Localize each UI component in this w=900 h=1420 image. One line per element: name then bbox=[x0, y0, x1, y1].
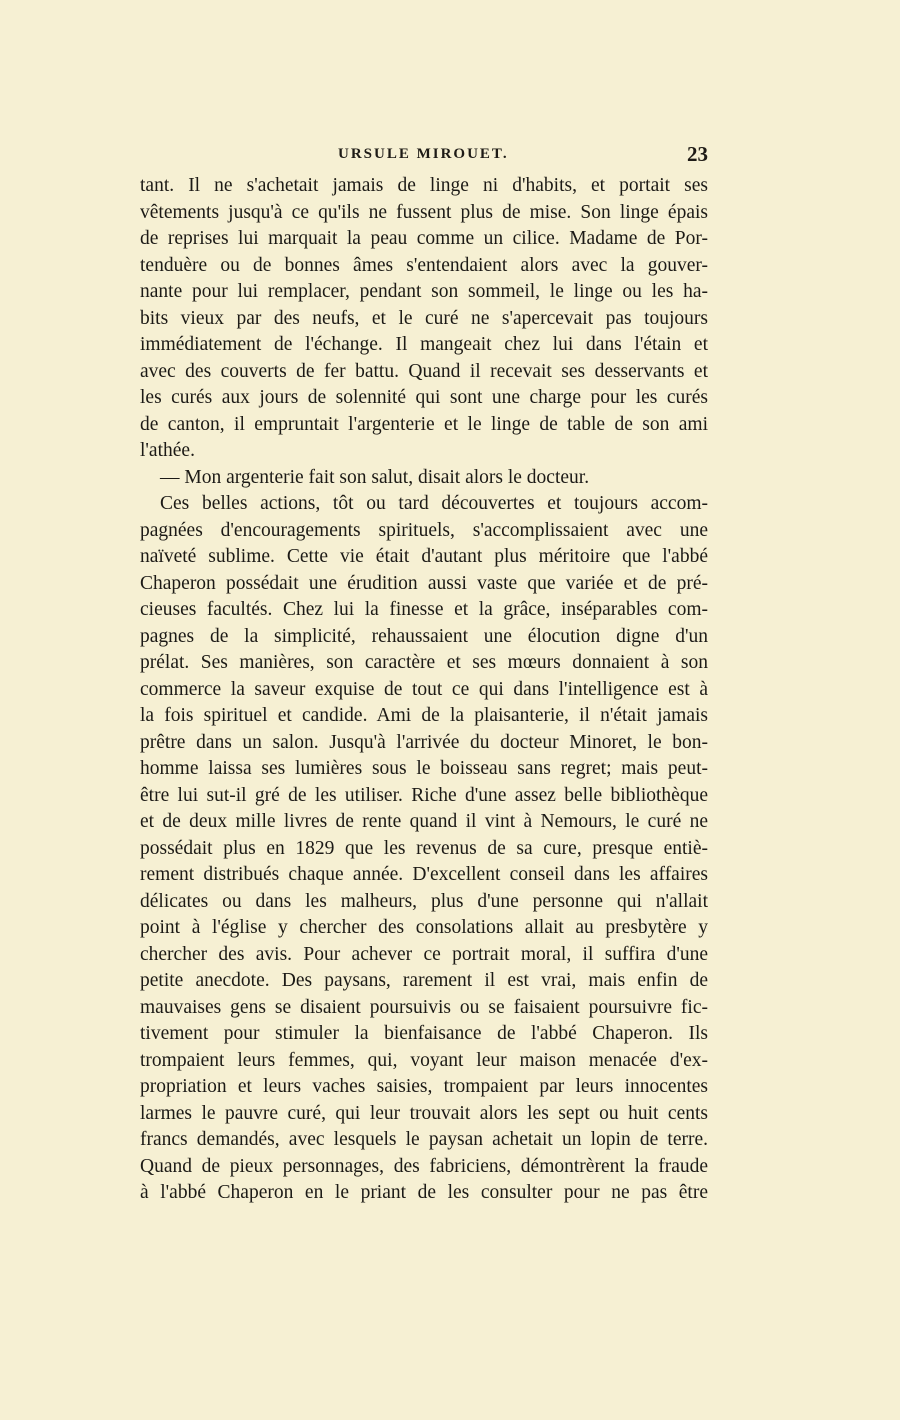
text-line: larmes le pauvre curé, qui leur trouvait alors les sept ou huit cents bbox=[140, 1102, 708, 1124]
text-line: de canton, il empruntait l'argenterie et le linge de table de son ami bbox=[140, 413, 708, 435]
text-line: possédait plus en 1829 que les revenus de sa cure, presque entiè- bbox=[140, 837, 708, 859]
text-line: naïveté sublime. Cette vie était d'autant plus méritoire que l'abbé bbox=[140, 546, 708, 567]
text-line: nante pour lui remplacer, pendant son sommeil, le linge ou les ha- bbox=[140, 281, 708, 302]
text-line: rement distribués chaque année. D'excellent conseil dans les affaires bbox=[140, 864, 708, 885]
text-line: vêtements jusqu'à ce qu'ils ne fussent plus de mise. Son linge épais bbox=[140, 201, 708, 223]
text-line: avec des couverts de fer battu. Quand il recevait ses desservants et bbox=[140, 360, 708, 382]
text-line: être lui sut-il gré de les utiliser. Riche d'une assez belle bibliothèque bbox=[140, 784, 708, 806]
text-line: point à l'église y chercher des consolations allait au presbytère y bbox=[140, 917, 708, 938]
body-text bbox=[140, 173, 708, 1207]
text-line: pagnées d'encouragements spirituels, s'accomplissaient avec une bbox=[140, 519, 708, 541]
text-line: et de deux mille livres de rente quand il vint à Nemours, le curé ne bbox=[140, 811, 708, 832]
text-line: Chaperon possédait une érudition aussi vaste que variée et de pré- bbox=[140, 572, 708, 594]
text-line: à l'abbé Chaperon en le priant de les consulter pour ne pas être bbox=[140, 1182, 708, 1203]
text-line: commerce la saveur exquise de tout ce qui dans l'intelligence est à bbox=[140, 678, 708, 700]
text-line: bits vieux par des neufs, et le curé ne s'apercevait pas toujours bbox=[140, 307, 708, 329]
text-line: propriation et leurs vaches saisies, trompaient par leurs innocentes bbox=[140, 1076, 708, 1097]
text-line: de reprises lui marquait la peau comme un cilice. Madame de Por- bbox=[140, 228, 708, 249]
text-line: homme laissa ses lumières sous le boisseau sans regret; mais peut- bbox=[140, 758, 708, 779]
text-line: francs demandés, avec lesquels le paysan achetait un lopin de terre. bbox=[140, 1129, 708, 1150]
text-line: pagnes de la simplicité, rehaussaient une élocution digne d'un bbox=[140, 625, 708, 647]
text-line: l'athée. bbox=[140, 440, 195, 461]
page-number: 23 bbox=[687, 142, 708, 166]
text-line: petite anecdote. Des paysans, rarement il est vrai, mais enfin de bbox=[140, 970, 708, 991]
text-line: trompaient leurs femmes, qui, voyant leur maison menacée d'ex- bbox=[140, 1049, 708, 1071]
text-line: délicates ou dans les malheurs, plus d'une personne qui n'allait bbox=[140, 890, 708, 912]
text-line: chercher des avis. Pour achever ce portrait moral, il suffira d'une bbox=[140, 943, 708, 965]
text-line: tenduère ou de bonnes âmes s'entendaient alors avec la gouver- bbox=[140, 254, 708, 276]
text-line: mauvaises gens se disaient poursuivis ou se faisaient poursuivre fic- bbox=[140, 996, 708, 1018]
text-line: prélat. Ses manières, son caractère et ses mœurs donnaient à son bbox=[140, 652, 708, 673]
text-line: Quand de pieux personnages, des fabriciens, démontrèrent la fraude bbox=[140, 1155, 708, 1177]
running-title: URSULE MIROUET. bbox=[338, 146, 509, 162]
text-line: les curés aux jours de solennité qui sont une charge pour les curés bbox=[140, 387, 708, 408]
text-line: tivement pour stimuler la bienfaisance de l'abbé Chaperon. Ils bbox=[140, 1023, 708, 1044]
text-line: Ces belles actions, tôt ou tard découvertes et toujours accom- bbox=[160, 493, 708, 514]
text-line: cieuses facultés. Chez lui la finesse et la grâce, inséparables com- bbox=[140, 599, 708, 620]
text-line: — Mon argenterie fait son salut, disait alors le docteur. bbox=[160, 466, 590, 488]
text-line: la fois spirituel et candide. Ami de la plaisanterie, il n'était jamais bbox=[140, 705, 708, 726]
text-line: immédiatement de l'échange. Il mangeait chez lui dans l'étain et bbox=[140, 334, 708, 355]
page-header bbox=[140, 142, 708, 168]
text-line: tant. Il ne s'achetait jamais de linge ni d'habits, et portait ses bbox=[140, 175, 708, 196]
text-line: prêtre dans un salon. Jusqu'à l'arrivée du docteur Minoret, le bon- bbox=[140, 731, 708, 753]
